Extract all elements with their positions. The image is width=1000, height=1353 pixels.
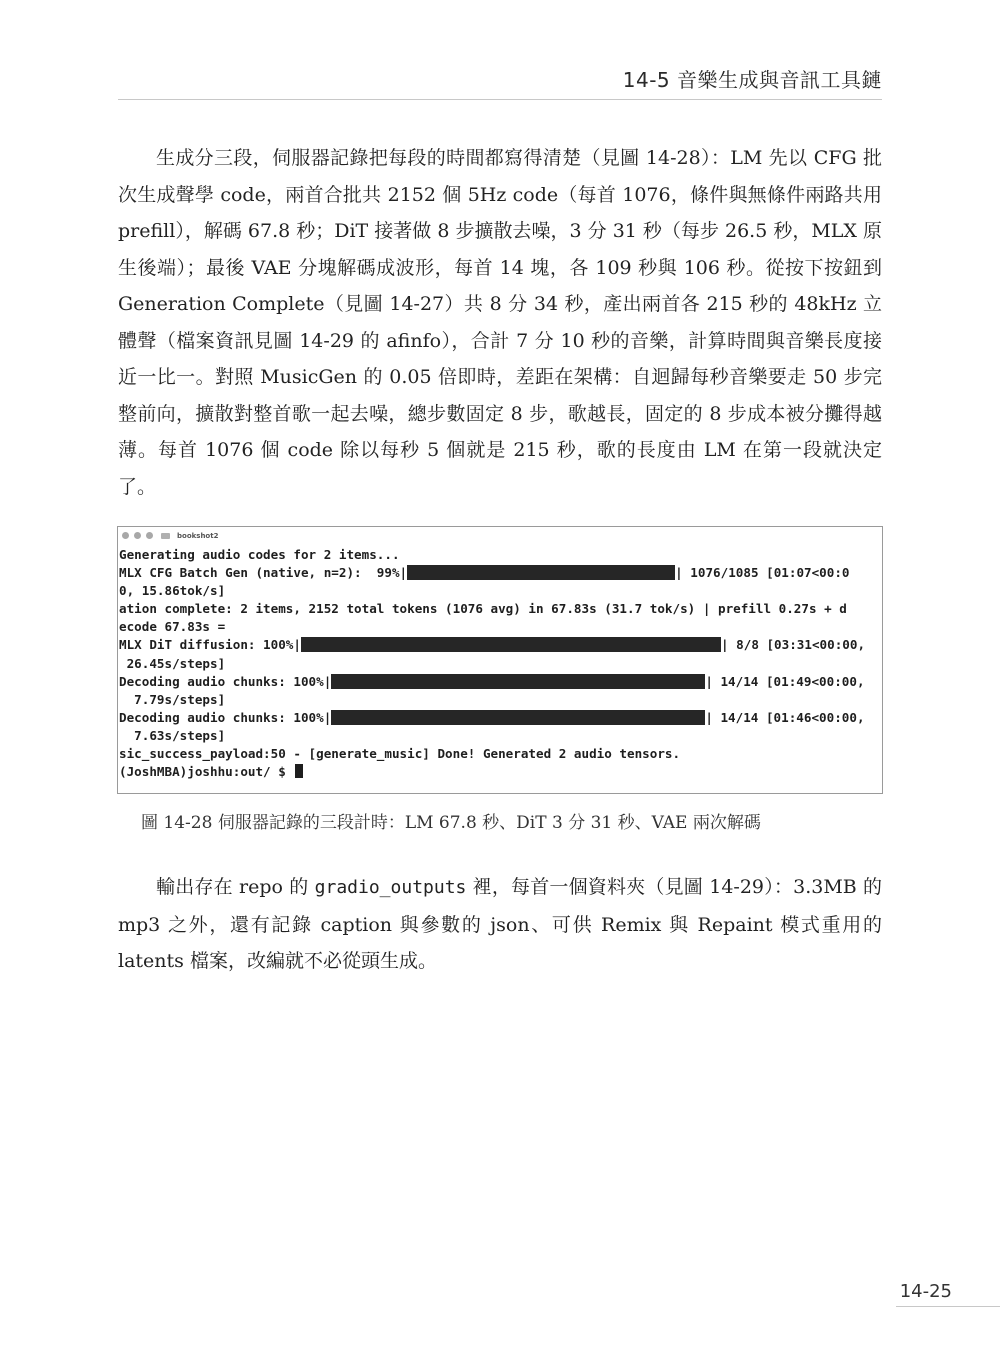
terminal-line: 0, 15.86tok/s] [119,583,226,599]
progress-stats: | 14/14 [01:49<00:00, [705,673,865,689]
folder-icon [161,533,170,539]
chapter-header-title: 14-5 音樂生成與音訊工具鏈 [622,68,882,92]
terminal-output [119,546,882,781]
window-minimize-dot-icon [134,532,141,539]
body-paragraph-1: 生成分三段，伺服器記錄把每段的時間都寫得清楚（見圖 14-28）：LM 先以 CFG 批次生成聲學 code，兩首合批共 2152 個 5Hz code（每首 1076，條件與無條件兩路共用 prefill），解碼 67.8 秒；DiT 接著做 8 步擴散去噪，3 分 31 秒（每步 26.5 秒，MLX 原生後端）；最後 VAE 分塊解碼成波形，每首 14 塊，各 109 秒與 106 秒。從按下按鈕到 Generation Complete（見圖 14-27）共 8 分 34 秒，產出兩首各 215 秒的 48kHz 立體聲（檔案資訊見圖 14-29 的 afinfo），合計 7 分 10 秒的音樂，計算時間與音樂長度接近一比一。對照 MusicGen 的 0.05 倍即時，差距在架構：自迴歸每秒音樂要走 50 步完整前向，擴散對整首歌一起去噪，總步數固定 8 步，歌越長，固定的 8 步成本被分攤得越薄。每首 1076 個 code 除以每秒 5 個就是 215 秒，歌的長度由 LM 在第一段就決定了。 [118,147,882,498]
footer-divider [896,1306,1000,1307]
window-zoom-dot-icon [146,532,153,539]
progress-stats: | 1076/1085 [01:07<00:0 [675,565,850,581]
terminal-line: ecode 67.83s = [119,619,226,635]
terminal-line: 7.63s/steps] [119,727,226,743]
progress-label: Decoding audio chunks: 100%| [119,673,332,689]
shell-prompt: (JoshMBA)joshhu:out/ $ [119,764,294,780]
progress-bar-decode-2 [331,710,705,725]
terminal-line [119,636,882,654]
terminal-window-title: bookshot2 [177,531,219,540]
terminal-screenshot [117,526,883,794]
terminal-line: 26.45s/steps] [119,655,226,671]
figure-caption: 圖 14-28 伺服器記錄的三段計時：LM 67.8 秒、DiT 3 分 31 秒、VAE 兩次解碼 [141,813,761,833]
terminal-prompt-line [119,763,882,781]
window-close-dot-icon [122,532,129,539]
inline-code: gradio_outputs [314,877,467,898]
body-paragraph-2 [118,869,882,980]
terminal-line [119,564,882,582]
terminal-line: ation complete: 2 items, 2152 total tokens (1076 avg) in 67.83s (31.7 tok/s) | prefill 0.27s + d [119,601,847,617]
progress-bar-dit [301,637,721,652]
progress-stats: | 14/14 [01:46<00:00, [705,709,865,725]
terminal-cursor [295,764,303,778]
terminal-line: sic_success_payload:50 - [generate_music] Done! Generated 2 audio tensors. [119,746,681,762]
progress-stats: | 8/8 [03:31<00:00, [720,637,866,653]
header-divider [118,99,882,100]
terminal-line [119,709,882,727]
paragraph2-text-a: 輸出存在 repo 的 [156,876,315,898]
paragraph2-text-b: 裡，每首一個資料夾（見圖 14-29）：3.3MB 的 mp3 之外，還有記錄 caption 與參數的 json、可供 Remix 與 Repaint 模式重用的 latents 檔案，改編就不必從頭生成。 [118,876,882,972]
terminal-line [119,673,882,691]
progress-label: MLX CFG Batch Gen (native, n=2): 99%| [119,565,408,581]
terminal-line: 7.79s/steps] [119,691,226,707]
page-number: 14-25 [899,1281,952,1302]
progress-bar-decode-1 [331,674,705,689]
progress-bar-lm [407,565,675,580]
progress-label: MLX DiT diffusion: 100%| [119,637,301,653]
progress-label: Decoding audio chunks: 100%| [119,709,332,725]
terminal-titlebar [118,527,882,544]
terminal-line: Generating audio codes for 2 items... [119,547,400,562]
